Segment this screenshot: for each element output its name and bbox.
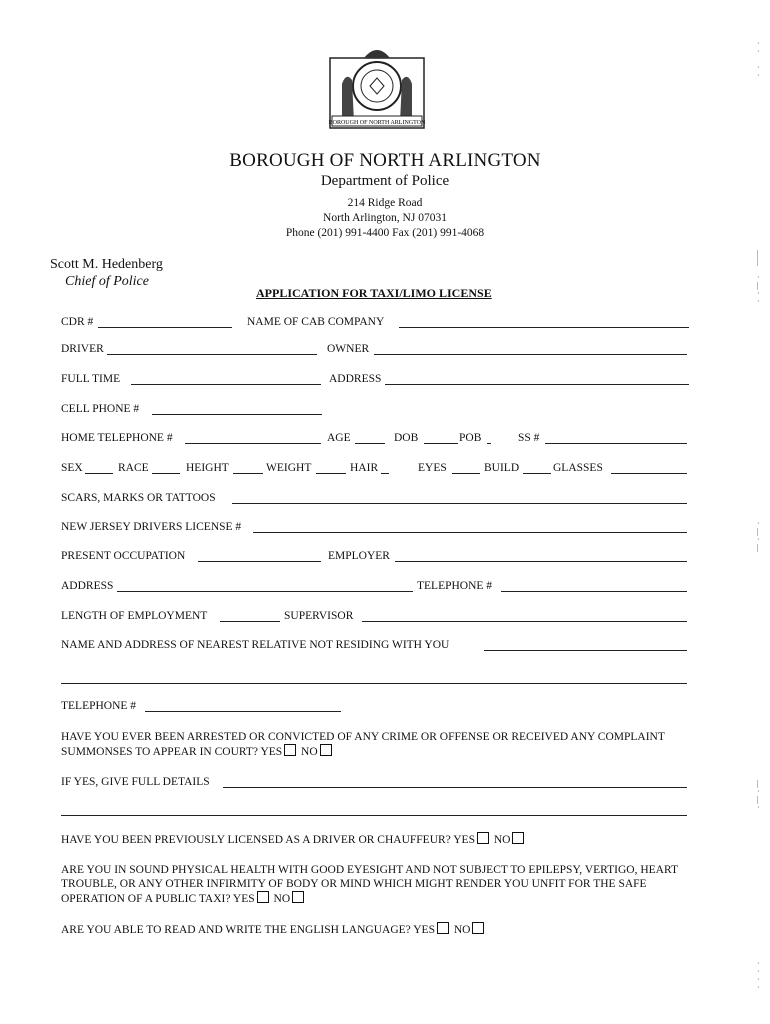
employer-input[interactable]	[395, 550, 687, 562]
race-input[interactable]	[152, 462, 180, 474]
question-health	[61, 863, 701, 906]
chief-title: Chief of Police	[65, 274, 149, 289]
emp-address-input[interactable]	[117, 580, 413, 592]
owner-input[interactable]	[374, 343, 687, 355]
supervisor-label: SUPERVISOR	[284, 610, 354, 622]
arrested-yes-checkbox[interactable]	[284, 744, 296, 756]
question-english-text: ARE YOU ABLE TO READ AND WRITE THE ENGLISH LANGUAGE?	[61, 924, 411, 936]
svg-text:BOROUGH OF NORTH ARLINGTON: BOROUGH OF NORTH ARLINGTON	[328, 120, 426, 126]
licensed-yes-checkbox[interactable]	[477, 832, 489, 844]
relative-label: NAME AND ADDRESS OF NEAREST RELATIVE NOT RESIDING WITH YOU	[61, 639, 450, 651]
build-input[interactable]	[523, 462, 551, 474]
cdr-input[interactable]	[98, 316, 232, 328]
weight-label: WEIGHT	[266, 462, 312, 474]
relative-input[interactable]	[484, 639, 687, 651]
driver-input[interactable]	[107, 343, 317, 355]
relative-telephone-input[interactable]	[145, 700, 341, 712]
home-telephone-input[interactable]	[185, 432, 321, 444]
scan-artifact: | · | ·	[757, 779, 760, 812]
department-name: Department of Police	[320, 173, 450, 189]
relative-telephone-label: TELEPHONE #	[61, 700, 137, 712]
weight-input[interactable]	[316, 462, 346, 474]
sex-label: SEX	[61, 462, 83, 474]
cell-phone-label: CELL PHONE #	[61, 403, 140, 415]
health-no-label: NO	[273, 893, 291, 905]
emp-address-label: ADDRESS	[61, 580, 114, 592]
question-health-text: ARE YOU IN SOUND PHYSICAL HEALTH WITH GOOD EYESIGHT AND NOT SUBJECT TO EPILEPSY, VERTIGO, HEART TROUBLE, OR ANY OTHER INFIRMITY OF BODY OR MIND WHICH MIGHT RENDER YOU UNFIT FOR THE SAFE OPERATION OF A PUBLIC TAXI?	[61, 864, 678, 905]
question-licensed	[61, 832, 701, 847]
cab-company-label: NAME OF CAB COMPANY	[247, 316, 385, 328]
health-yes-checkbox[interactable]	[257, 891, 269, 903]
height-input[interactable]	[233, 462, 263, 474]
question-arrested	[61, 730, 701, 759]
address-input[interactable]	[385, 373, 689, 385]
eyes-input[interactable]	[452, 462, 480, 474]
race-label: RACE	[118, 462, 149, 474]
full-time-input[interactable]	[131, 373, 321, 385]
address-label: ADDRESS	[329, 373, 382, 385]
english-yes-checkbox[interactable]	[437, 922, 449, 934]
scan-artifact: · · · ·	[757, 39, 760, 80]
employer-label: EMPLOYER	[328, 550, 390, 562]
if-yes-input-line-2[interactable]	[61, 804, 687, 816]
glasses-input[interactable]	[611, 462, 687, 474]
glasses-label: GLASSES	[553, 462, 603, 474]
english-no-checkbox[interactable]	[472, 922, 484, 934]
scars-label: SCARS, MARKS OR TATTOOS	[61, 492, 216, 504]
question-english	[61, 922, 701, 937]
sex-input[interactable]	[85, 462, 113, 474]
occupation-input[interactable]	[198, 550, 321, 562]
if-yes-label: IF YES, GIVE FULL DETAILS	[61, 776, 210, 788]
dob-input[interactable]	[424, 432, 458, 444]
health-yes-label: YES	[232, 893, 255, 905]
arrested-no-label: NO	[301, 746, 318, 758]
cab-company-input[interactable]	[399, 316, 689, 328]
hair-label: HAIR	[350, 462, 379, 474]
health-no-checkbox[interactable]	[292, 891, 304, 903]
supervisor-input[interactable]	[362, 610, 687, 622]
licensed-yes-label: YES	[453, 834, 475, 846]
pob-input[interactable]	[487, 432, 491, 444]
relative-input-line-2[interactable]	[61, 672, 687, 684]
ss-input[interactable]	[545, 432, 687, 444]
length-employment-label: LENGTH OF EMPLOYMENT	[61, 610, 208, 622]
question-licensed-text: HAVE YOU BEEN PREVIOUSLY LICENSED AS A DRIVER OR CHAUFFEUR?	[61, 834, 451, 846]
pob-label: POB	[459, 432, 482, 444]
borough-seal-logo	[328, 44, 426, 134]
borough-title: BOROUGH OF NORTH ARLINGTON	[229, 150, 541, 171]
scars-input[interactable]	[232, 492, 687, 504]
occupation-label: PRESENT OCCUPATION	[61, 550, 186, 562]
cell-phone-input[interactable]	[152, 403, 322, 415]
licensed-no-label: NO	[493, 834, 511, 846]
age-input[interactable]	[355, 432, 385, 444]
emp-telephone-input[interactable]	[501, 580, 687, 592]
full-time-label: FULL TIME	[61, 373, 121, 385]
english-yes-label: YES	[413, 924, 435, 936]
scan-artifact: | | · | · ·	[757, 249, 760, 306]
address-line-2: North Arlington, NJ 07031	[323, 212, 447, 224]
cdr-label: CDR #	[61, 316, 94, 328]
question-arrested-text: HAVE YOU EVER BEEN ARRESTED OR CONVICTED OF ANY CRIME OR OFFENSE OR RECEIVED ANY COMPLAINT SUMMONSES TO APPEAR IN COURT?	[61, 731, 665, 758]
ss-label: SS #	[518, 432, 540, 444]
driver-label: DRIVER	[61, 343, 104, 355]
hair-input[interactable]	[381, 462, 389, 474]
nj-license-input[interactable]	[253, 521, 687, 533]
length-employment-input[interactable]	[220, 610, 280, 622]
licensed-no-checkbox[interactable]	[512, 832, 524, 844]
english-no-label: NO	[453, 924, 471, 936]
form-title: APPLICATION FOR TAXI/LIMO LICENSE	[256, 286, 492, 300]
home-telephone-label: HOME TELEPHONE #	[61, 432, 173, 444]
chief-name: Scott M. Hedenberg	[50, 257, 163, 272]
dob-label: DOB	[394, 432, 419, 444]
arrested-no-checkbox[interactable]	[320, 744, 332, 756]
address-line-1: 214 Ridge Road	[347, 197, 423, 209]
scan-artifact: · · · ·	[757, 959, 760, 992]
phone-fax-line: Phone (201) 991-4400 Fax (201) 991-4068	[285, 227, 485, 239]
if-yes-input[interactable]	[223, 776, 687, 788]
nj-license-label: NEW JERSEY DRIVERS LICENSE #	[61, 521, 242, 533]
scan-artifact: · | · |	[757, 519, 760, 552]
owner-label: OWNER	[327, 343, 370, 355]
arrested-yes-label: YES	[260, 746, 283, 758]
eyes-label: EYES	[418, 462, 447, 474]
build-label: BUILD	[484, 462, 520, 474]
age-label: AGE	[327, 432, 351, 444]
height-label: HEIGHT	[186, 462, 229, 474]
emp-telephone-label: TELEPHONE #	[417, 580, 493, 592]
